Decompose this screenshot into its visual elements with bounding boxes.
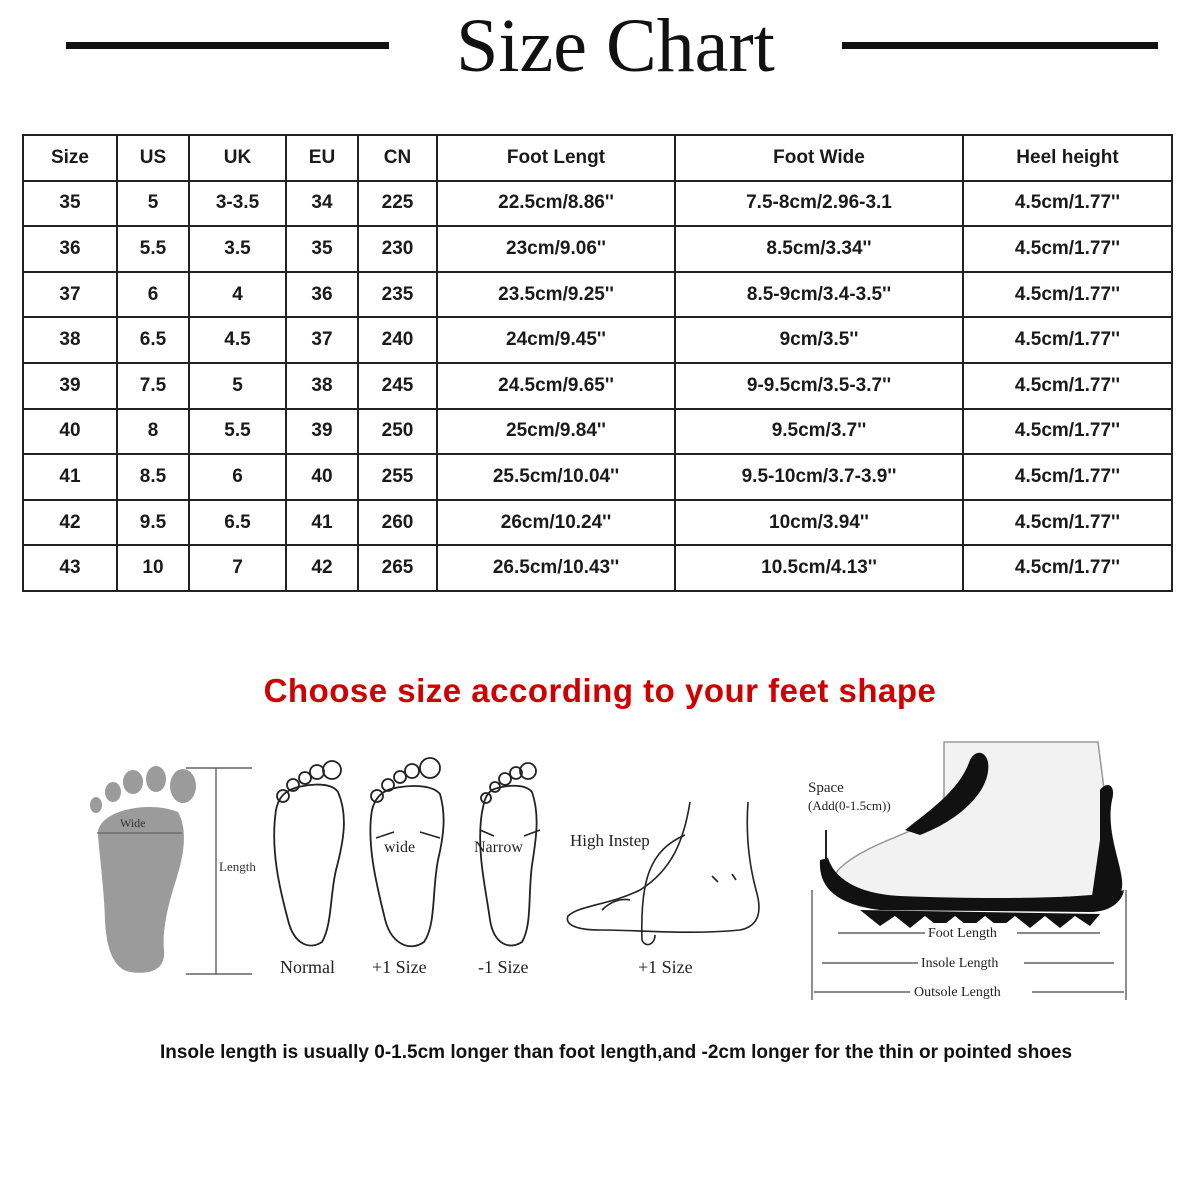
table-cell: 6 xyxy=(117,272,189,318)
header-eu: EU xyxy=(286,135,358,181)
table-cell: 9.5cm/3.7'' xyxy=(675,409,963,455)
table-cell: 26cm/10.24'' xyxy=(437,500,675,546)
table-cell: 4.5cm/1.77'' xyxy=(963,272,1172,318)
table-cell: 225 xyxy=(358,181,437,227)
wide-size-label: +1 Size xyxy=(372,957,427,977)
header-uk: UK xyxy=(189,135,286,181)
table-cell: 4.5cm/1.77'' xyxy=(963,454,1172,500)
table-cell: 255 xyxy=(358,454,437,500)
table-cell: 25cm/9.84'' xyxy=(437,409,675,455)
table-cell: 6 xyxy=(189,454,286,500)
table-cell: 250 xyxy=(358,409,437,455)
table-cell: 8.5 xyxy=(117,454,189,500)
table-cell: 7.5 xyxy=(117,363,189,409)
table-cell: 38 xyxy=(286,363,358,409)
table-row xyxy=(23,181,1172,227)
table-cell: 235 xyxy=(358,272,437,318)
table-header-row xyxy=(23,135,1172,181)
foot-wide-label: Wide xyxy=(120,816,146,830)
table-cell: 39 xyxy=(286,409,358,455)
table-cell: 23.5cm/9.25'' xyxy=(437,272,675,318)
table-cell: 10cm/3.94'' xyxy=(675,500,963,546)
table-row xyxy=(23,545,1172,591)
table-cell: 4.5cm/1.77'' xyxy=(963,363,1172,409)
high-instep-label: High Instep xyxy=(570,831,650,850)
table-cell: 9cm/3.5'' xyxy=(675,317,963,363)
table-cell: 5 xyxy=(117,181,189,227)
table-cell: 35 xyxy=(23,181,117,227)
table-cell: 4.5cm/1.77'' xyxy=(963,545,1172,591)
table-cell: 43 xyxy=(23,545,117,591)
table-cell: 41 xyxy=(23,454,117,500)
header-us: US xyxy=(117,135,189,181)
wide-label: wide xyxy=(384,839,416,856)
title-rule-left xyxy=(66,42,389,49)
header-heel-height: Heel height xyxy=(963,135,1172,181)
space-label: Space xyxy=(808,780,844,796)
table-cell: 36 xyxy=(286,272,358,318)
table-cell: 42 xyxy=(286,545,358,591)
table-cell: 23cm/9.06'' xyxy=(437,226,675,272)
table-cell: 4.5cm/1.77'' xyxy=(963,500,1172,546)
footprint-icon xyxy=(90,766,196,973)
table-cell: 36 xyxy=(23,226,117,272)
table-cell: 265 xyxy=(358,545,437,591)
table-cell: 5.5 xyxy=(189,409,286,455)
table-cell: 4.5cm/1.77'' xyxy=(963,409,1172,455)
title-rule-right xyxy=(842,42,1158,49)
outsole-length-label: Outsole Length xyxy=(914,985,1001,1000)
narrow-arrows-icon xyxy=(480,830,540,836)
table-cell: 39 xyxy=(23,363,117,409)
table-cell: 245 xyxy=(358,363,437,409)
insole-note: Insole length is usually 0-1.5cm longer than foot length,and -2cm longer for the thin or pointed shoes xyxy=(159,1042,1073,1063)
table-cell: 230 xyxy=(358,226,437,272)
page-title: Size Chart xyxy=(456,4,775,88)
table-cell: 24cm/9.45'' xyxy=(437,317,675,363)
table-cell: 7 xyxy=(189,545,286,591)
table-cell: 41 xyxy=(286,500,358,546)
table-cell: 35 xyxy=(286,226,358,272)
table-cell: 37 xyxy=(23,272,117,318)
shoe-section-icon xyxy=(820,742,1124,928)
table-cell: 4 xyxy=(189,272,286,318)
table-row xyxy=(23,317,1172,363)
insole-length-label: Insole Length xyxy=(921,956,999,971)
high-instep-size-label: +1 Size xyxy=(638,957,693,977)
table-cell: 5 xyxy=(189,363,286,409)
table-cell: 10 xyxy=(117,545,189,591)
table-cell: 9-9.5cm/3.5-3.7'' xyxy=(675,363,963,409)
table-cell: 42 xyxy=(23,500,117,546)
table-cell: 8.5cm/3.34'' xyxy=(675,226,963,272)
narrow-size-label: -1 Size xyxy=(478,957,529,977)
table-row xyxy=(23,500,1172,546)
table-cell: 4.5cm/1.77'' xyxy=(963,181,1172,227)
table-cell: 260 xyxy=(358,500,437,546)
header-cn: CN xyxy=(358,135,437,181)
table-cell: 8.5-9cm/3.4-3.5'' xyxy=(675,272,963,318)
header-foot-length: Foot Lengt xyxy=(437,135,675,181)
table-cell: 9.5 xyxy=(117,500,189,546)
table-cell: 6.5 xyxy=(189,500,286,546)
table-cell: 38 xyxy=(23,317,117,363)
table-row xyxy=(23,363,1172,409)
table-cell: 6.5 xyxy=(117,317,189,363)
table-cell: 37 xyxy=(286,317,358,363)
table-row xyxy=(23,226,1172,272)
space-add-label: (Add(0-1.5cm)) xyxy=(808,798,891,813)
table-cell: 3.5 xyxy=(189,226,286,272)
foot-length-measure-label: Foot Length xyxy=(928,926,997,941)
foot-shape-diagram xyxy=(0,730,1200,1030)
table-cell: 10.5cm/4.13'' xyxy=(675,545,963,591)
table-body xyxy=(23,181,1172,591)
header-size: Size xyxy=(23,135,117,181)
high-instep-foot-icon xyxy=(567,802,759,945)
normal-label: Normal xyxy=(280,957,335,977)
table-cell: 3-3.5 xyxy=(189,181,286,227)
header-foot-wide: Foot Wide xyxy=(675,135,963,181)
table-cell: 40 xyxy=(286,454,358,500)
table-cell: 40 xyxy=(23,409,117,455)
title-header xyxy=(0,0,1200,100)
table-row xyxy=(23,272,1172,318)
table-cell: 4.5cm/1.77'' xyxy=(963,317,1172,363)
table-cell: 4.5cm/1.77'' xyxy=(963,226,1172,272)
table-cell: 22.5cm/8.86'' xyxy=(437,181,675,227)
table-cell: 34 xyxy=(286,181,358,227)
table-cell: 9.5-10cm/3.7-3.9'' xyxy=(675,454,963,500)
foot-length-label: Length xyxy=(219,859,256,874)
table-cell: 7.5-8cm/2.96-3.1 xyxy=(675,181,963,227)
table-cell: 5.5 xyxy=(117,226,189,272)
normal-foot-icon xyxy=(274,761,344,946)
choose-size-heading: Choose size according to your feet shape xyxy=(263,672,937,709)
table-cell: 4.5 xyxy=(189,317,286,363)
table-cell: 8 xyxy=(117,409,189,455)
table-row xyxy=(23,454,1172,500)
table-cell: 240 xyxy=(358,317,437,363)
narrow-label: Narrow xyxy=(474,839,523,856)
wide-arrows-icon xyxy=(376,832,440,838)
table-cell: 26.5cm/10.43'' xyxy=(437,545,675,591)
table-row xyxy=(23,409,1172,455)
table-cell: 25.5cm/10.04'' xyxy=(437,454,675,500)
table-cell: 24.5cm/9.65'' xyxy=(437,363,675,409)
size-table xyxy=(22,134,1173,592)
